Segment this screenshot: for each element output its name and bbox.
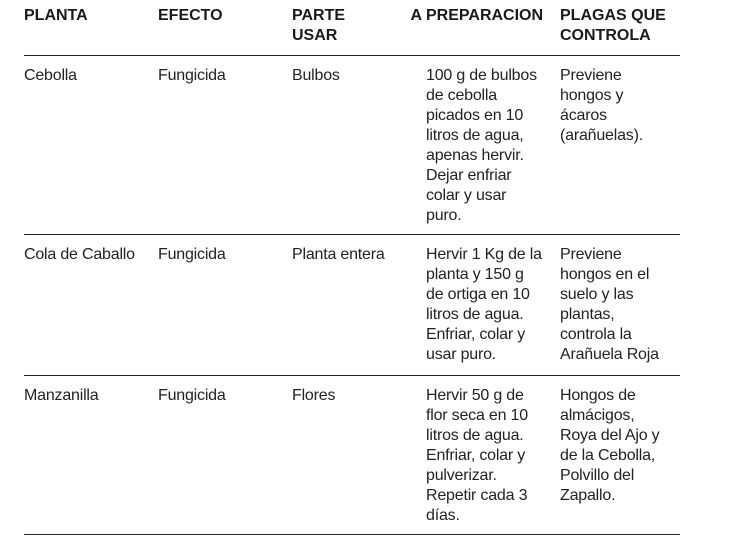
table-row xyxy=(24,235,680,376)
table-body xyxy=(24,56,680,535)
header-preparacion: PREPARACION xyxy=(426,6,560,56)
text-line: almácigos, xyxy=(560,407,635,424)
header-parte-line1 xyxy=(292,6,422,26)
text-line: suelo y las xyxy=(560,286,634,303)
text-line: flor seca en 10 xyxy=(426,407,528,424)
table-header xyxy=(24,6,680,56)
cell-plagas xyxy=(560,235,680,376)
text-line: Enfriar, colar y xyxy=(426,447,526,464)
header-a-word: A xyxy=(410,7,422,24)
text-line: controla la xyxy=(560,326,632,343)
text-line: hongos en el xyxy=(560,266,650,283)
header-plagas-line2: CONTROLA xyxy=(560,27,651,44)
table-row xyxy=(24,56,680,235)
text-line: de ortiga en 10 xyxy=(426,286,530,303)
text-line: Hervir 50 g de xyxy=(426,387,524,404)
text-line: colar y usar xyxy=(426,187,507,204)
cell-planta: Cola de Caballo xyxy=(24,235,158,376)
header-parte-a-usar xyxy=(292,6,426,56)
text-line: litros de agua. xyxy=(426,306,524,323)
text-line: Hongos de xyxy=(560,387,636,404)
cell-efecto: Fungicida xyxy=(158,376,292,535)
text-line: de la Cebolla, xyxy=(560,447,656,464)
text-line: Enfriar, colar y xyxy=(426,326,526,343)
header-usar-word: USAR xyxy=(292,27,338,44)
text-line: apenas hervir. xyxy=(426,147,524,164)
table-row xyxy=(24,376,680,535)
text-line: ácaros xyxy=(560,107,607,124)
plant-remedies-table xyxy=(24,6,680,535)
text-line: 100 g de bulbos xyxy=(426,67,537,84)
cell-efecto: Fungicida xyxy=(158,56,292,235)
cell-parte: Flores xyxy=(292,376,426,535)
cell-preparacion xyxy=(426,376,560,535)
header-row xyxy=(24,6,680,56)
text-line: Polvillo del xyxy=(560,467,635,484)
text-line: picados en 10 xyxy=(426,107,524,124)
text-line: Zapallo. xyxy=(560,487,616,504)
header-efecto: EFECTO xyxy=(158,6,292,56)
cell-planta: Manzanilla xyxy=(24,376,158,535)
cell-plagas xyxy=(560,376,680,535)
text-line: litros de agua, xyxy=(426,127,524,144)
text-line: Previene xyxy=(560,246,622,263)
text-line: Dejar enfriar xyxy=(426,167,512,184)
header-parte-word: PARTE xyxy=(292,7,346,24)
text-line: puro. xyxy=(426,207,462,224)
cell-parte: Planta entera xyxy=(292,235,426,376)
cell-parte: Bulbos xyxy=(292,56,426,235)
text-line: Arañuela Roja xyxy=(560,346,659,363)
text-line: planta y 150 g xyxy=(426,266,524,283)
text-line: (arañuelas). xyxy=(560,127,643,144)
header-planta: PLANTA xyxy=(24,6,158,56)
text-line: días. xyxy=(426,507,460,524)
text-line: Repetir cada 3 xyxy=(426,487,528,504)
text-line: hongos y xyxy=(560,87,624,104)
text-line: litros de agua. xyxy=(426,427,524,444)
text-line: Roya del Ajo y xyxy=(560,427,660,444)
text-line: pulverizar. xyxy=(426,467,497,484)
text-line: usar puro. xyxy=(426,346,497,363)
cell-preparacion xyxy=(426,235,560,376)
cell-plagas xyxy=(560,56,680,235)
text-line: Hervir 1 Kg de la xyxy=(426,246,542,263)
text-line: Previene xyxy=(560,67,622,84)
cell-planta: Cebolla xyxy=(24,56,158,235)
cell-efecto: Fungicida xyxy=(158,235,292,376)
text-line: de cebolla xyxy=(426,87,497,104)
header-plagas xyxy=(560,6,680,56)
text-line: plantas, xyxy=(560,306,615,323)
header-plagas-line1: PLAGAS QUE xyxy=(560,7,666,24)
cell-preparacion xyxy=(426,56,560,235)
